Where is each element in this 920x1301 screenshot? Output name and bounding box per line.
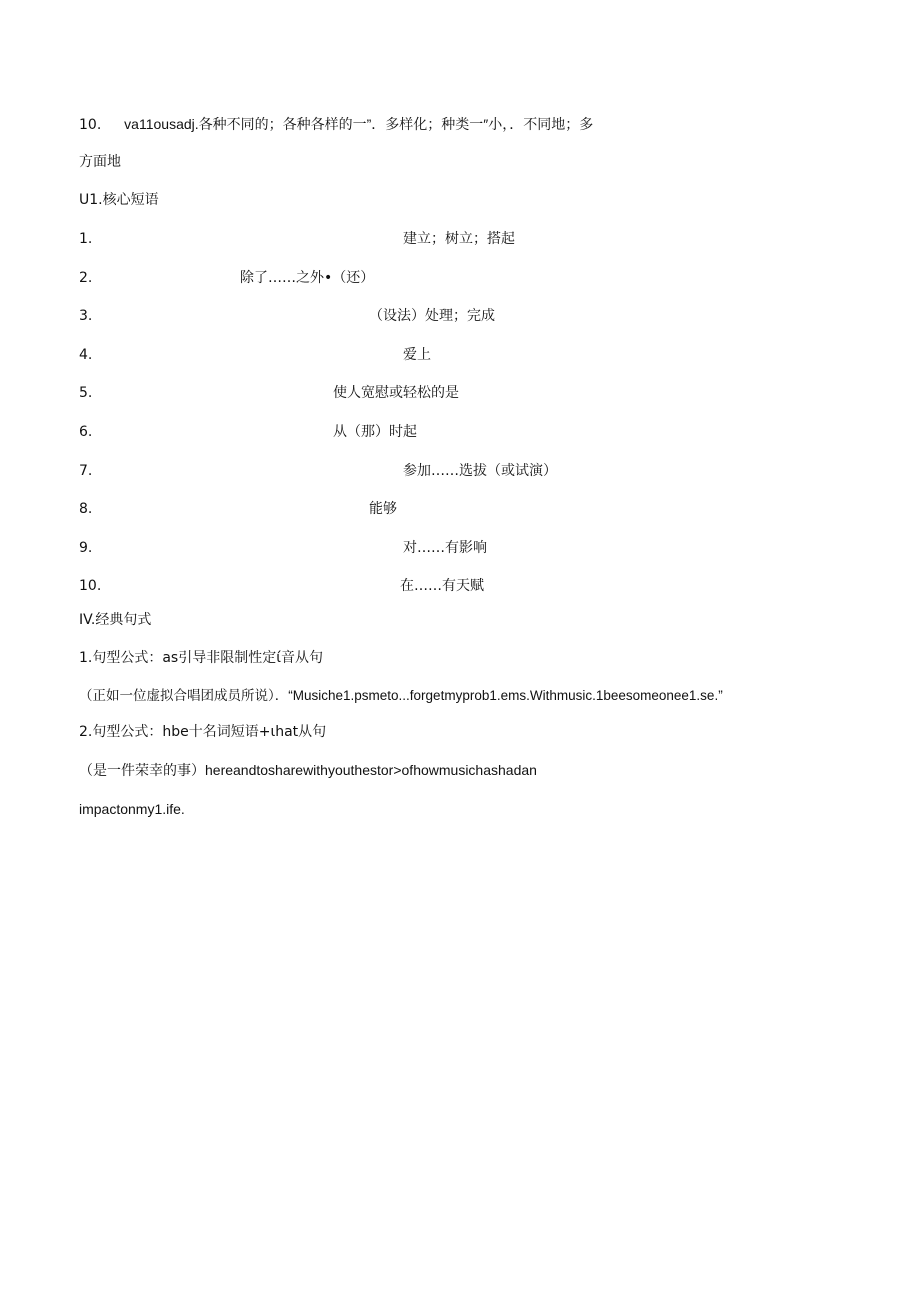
phrase-number: 9. (79, 540, 93, 556)
phrase-meaning: 对……有影响 (403, 540, 487, 556)
vocab-item-10 (79, 114, 593, 135)
sentence-pattern-example-continuation: impactonmy1.ife. (79, 801, 185, 817)
section-heading-sentences: IV.经典句式 (79, 612, 152, 628)
vocab-item-continuation: 方面地 (79, 154, 121, 170)
sentence-pattern-example: （正如一位虚拟合唱团成员所说）．“Musiche1.psmeto...forgetmyprob1.ems.Withmusic.1beesomeonee1.se.” (79, 688, 723, 703)
phrase-number: 7. (79, 463, 93, 479)
phrase-number: 10. (79, 578, 102, 594)
phrase-number: 2. (79, 270, 93, 286)
phrase-meaning: 从（那）时起 (333, 424, 417, 440)
sentence-pattern-title: 2.句型公式：hbe十名词短语+ιhat从句 (79, 724, 327, 740)
phrase-meaning: 除了……之外•（还） (240, 270, 375, 286)
vocab-item-definition: va11ousadj.各种不同的；各种各样的一”．多样化；种类一″小，．不同地；多 (124, 116, 594, 132)
sentence-pattern-title: 1.句型公式：as引导非限制性定ί音从句 (79, 650, 323, 666)
phrase-number: 1. (79, 231, 93, 247)
phrase-number: 3. (79, 308, 93, 324)
phrase-number: 5. (79, 385, 93, 401)
section-heading-phrases: U1.核心短语 (79, 192, 159, 208)
phrase-meaning: 参加……选拔（或试演） (403, 463, 557, 479)
phrase-number: 4. (79, 347, 93, 363)
phrase-meaning: 使人宽慰或轻松的是 (333, 385, 459, 401)
phrase-meaning: 爱上 (403, 347, 431, 363)
phrase-number: 8. (79, 501, 93, 517)
phrase-meaning: 建立；树立；搭起 (403, 231, 515, 247)
phrase-meaning: 在……有天赋 (400, 578, 484, 594)
sentence-pattern-example: （是一件荣幸的事）hereandtosharewithyouthestor>ofhowmusichashadan (79, 762, 537, 778)
vocab-item-number: 10. (79, 117, 102, 133)
phrase-meaning: （设法）处理；完成 (369, 308, 495, 324)
phrase-meaning: 能够 (369, 501, 397, 517)
phrase-number: 6. (79, 424, 93, 440)
